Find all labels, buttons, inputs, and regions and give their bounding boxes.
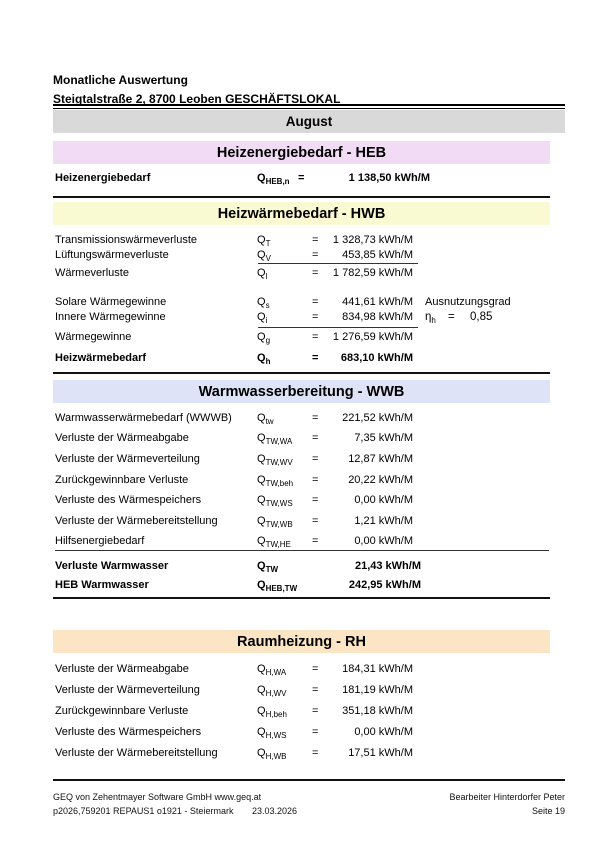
equals-sign: = bbox=[312, 352, 319, 364]
symbol-base: Q bbox=[257, 515, 266, 527]
symbol-base: Q bbox=[257, 535, 266, 547]
symbol-base: Q bbox=[257, 311, 266, 323]
row-label: Transmissionswärmeverluste bbox=[55, 234, 198, 246]
month-banner: August bbox=[53, 110, 565, 133]
quantity-symbol bbox=[257, 310, 267, 328]
row-value: 184,31 kWh/M bbox=[342, 663, 413, 675]
row-label: Verluste der Wärmebereitstellung bbox=[55, 515, 218, 527]
quantity-symbol bbox=[257, 559, 278, 577]
row-label: Verluste des Wärmespeichers bbox=[55, 726, 202, 738]
symbol-subscript: TW,WV bbox=[265, 458, 293, 467]
data-row bbox=[53, 452, 565, 467]
data-row bbox=[53, 559, 565, 574]
section-title-heb: Heizenergiebedarf - HEB bbox=[53, 141, 550, 164]
data-row bbox=[53, 704, 565, 719]
data-row bbox=[53, 578, 565, 593]
symbol-subscript: s bbox=[265, 301, 270, 310]
row-label: Heizwärmebedarf bbox=[55, 352, 147, 364]
symbol-base: Q bbox=[257, 352, 266, 364]
symbol-subscript: H,beh bbox=[265, 710, 287, 719]
row-label: Verluste der Wärmeverteilung bbox=[55, 453, 200, 465]
row-value: 1 276,59 kWh/M bbox=[332, 331, 413, 343]
row-value: 441,61 kWh/M bbox=[342, 296, 413, 308]
symbol-subscript: H,WA bbox=[265, 668, 287, 677]
row-label: Heizenergiebedarf bbox=[55, 172, 151, 184]
quantity-symbol bbox=[257, 351, 270, 369]
row-value: 20,22 kWh/M bbox=[348, 474, 413, 486]
data-row bbox=[53, 233, 565, 248]
equals-sign: = bbox=[312, 535, 319, 547]
symbol-base: Q bbox=[257, 474, 266, 486]
equals-sign: = bbox=[312, 249, 319, 261]
data-row bbox=[53, 295, 565, 310]
symbol-base: Q bbox=[257, 560, 266, 572]
separator-line bbox=[53, 196, 550, 198]
symbol-subscript: TW,WS bbox=[265, 499, 293, 508]
equals-sign: = bbox=[312, 234, 319, 246]
equals-sign: = bbox=[312, 726, 319, 738]
equals-sign: = bbox=[312, 453, 319, 465]
data-row bbox=[53, 534, 565, 549]
separator-line bbox=[53, 372, 550, 374]
data-row bbox=[53, 266, 565, 281]
footer-project: p2026,759201 REPAUS1 o1921 - Steiermark bbox=[53, 806, 234, 816]
row-label: Warmwasserwärmebedarf (WWWB) bbox=[55, 412, 232, 424]
equals-sign: = bbox=[312, 432, 319, 444]
page-title: Monatliche Auswertung bbox=[53, 73, 188, 87]
footer-page-number: Seite 19 bbox=[531, 806, 565, 816]
symbol-subscript: TW,WA bbox=[265, 437, 293, 446]
row-value: 12,87 kWh/M bbox=[348, 453, 413, 465]
row-value: 683,10 kWh/M bbox=[340, 352, 413, 364]
row-value: 0,00 kWh/M bbox=[354, 494, 413, 506]
row-label: Wärmegewinne bbox=[55, 331, 132, 343]
section-title-hwb: Heizwärmebedarf - HWB bbox=[53, 202, 550, 225]
row-label: Verluste Warmwasser bbox=[55, 560, 169, 572]
data-row bbox=[53, 746, 565, 761]
sum-line bbox=[258, 263, 418, 264]
symbol-base: Q bbox=[257, 663, 266, 675]
efficiency-value: 0,85 bbox=[470, 311, 493, 323]
row-label: Verluste der Wärmeabgabe bbox=[55, 663, 189, 675]
symbol-subscript: g bbox=[265, 336, 271, 345]
row-value: 834,98 kWh/M bbox=[342, 311, 413, 323]
symbol-subscript: h bbox=[265, 357, 271, 366]
row-value: 21,43 kWh/M bbox=[354, 560, 421, 572]
data-row bbox=[53, 725, 565, 740]
row-value: 221,52 kWh/M bbox=[342, 412, 413, 424]
symbol-subscript: H,WB bbox=[265, 752, 287, 761]
row-label: Verluste der Wärmeabgabe bbox=[55, 432, 189, 444]
symbol-base: Q bbox=[257, 432, 266, 444]
equals-sign: = bbox=[312, 705, 319, 717]
eta-symbol: $\eta_h$ bbox=[425, 311, 436, 325]
row-note: Ausnutzungsgrad bbox=[425, 296, 511, 308]
data-row bbox=[53, 330, 565, 345]
row-value: 1 138,50 kWh/M bbox=[348, 172, 430, 184]
section-title-rh: Raumheizung - RH bbox=[53, 630, 550, 653]
symbol-subscript: T bbox=[265, 239, 271, 248]
row-value: 351,18 kWh/M bbox=[342, 705, 413, 717]
data-row bbox=[53, 662, 565, 677]
row-value: 1 328,73 kWh/M bbox=[332, 234, 413, 246]
symbol-subscript: TW bbox=[265, 565, 278, 574]
symbol-base: Q bbox=[257, 249, 266, 261]
symbol-base: Q bbox=[257, 747, 266, 759]
row-label: Wärmeverluste bbox=[55, 267, 129, 279]
symbol-subscript: TW,beh bbox=[265, 479, 294, 488]
equals-sign: = bbox=[312, 663, 319, 675]
row-value: 0,00 kWh/M bbox=[354, 535, 413, 547]
row-label: Verluste der Wärmebereitstellung bbox=[55, 747, 218, 759]
equals-sign: = bbox=[312, 474, 319, 486]
equals-sign: = bbox=[312, 412, 319, 424]
quantity-symbol bbox=[257, 266, 267, 284]
equals-sign: = bbox=[448, 311, 455, 323]
equals-sign: = bbox=[298, 172, 305, 184]
data-row bbox=[53, 493, 565, 508]
symbol-base: Q bbox=[257, 453, 266, 465]
row-value: 7,35 kWh/M bbox=[354, 432, 413, 444]
symbol-subscript: i bbox=[265, 316, 268, 325]
equals-sign: = bbox=[312, 267, 319, 279]
footer-date: 23.03.2026 bbox=[252, 806, 298, 816]
data-row bbox=[53, 248, 565, 263]
data-row bbox=[53, 411, 565, 426]
symbol-subscript: H,WS bbox=[265, 731, 287, 740]
symbol-subscript: TW,WB bbox=[265, 520, 293, 529]
equals-sign: = bbox=[312, 296, 319, 308]
sum-line bbox=[55, 550, 549, 551]
equals-sign: = bbox=[312, 331, 319, 343]
symbol-subscript: l bbox=[265, 272, 268, 281]
symbol-subscript: V bbox=[265, 254, 271, 263]
address-subtitle: Steigtalstraße 2, 8700 Leoben GESCHÄFTSLOKAL bbox=[53, 92, 341, 106]
symbol-base: Q bbox=[257, 494, 266, 506]
efficiency-annotation bbox=[425, 310, 515, 324]
equals-sign: = bbox=[312, 747, 319, 759]
row-value: 1 782,59 kWh/M bbox=[332, 267, 413, 279]
row-value: 1,21 kWh/M bbox=[354, 515, 413, 527]
data-row bbox=[53, 431, 565, 446]
equals-sign: = bbox=[312, 311, 319, 323]
footer-rule bbox=[53, 779, 565, 781]
data-row bbox=[53, 514, 565, 529]
symbol-subscript: tw bbox=[265, 417, 274, 426]
row-label: Solare Wärmegewinne bbox=[55, 296, 167, 308]
eta-subscript: h bbox=[431, 316, 436, 325]
section-title-wwb: Warmwasserbereitung - WWB bbox=[53, 380, 550, 403]
data-row bbox=[53, 473, 565, 488]
symbol-subscript: HEB,n bbox=[265, 177, 290, 186]
header-rule bbox=[53, 104, 565, 109]
equals-sign: = bbox=[312, 684, 319, 696]
row-label: HEB Warmwasser bbox=[55, 579, 149, 591]
symbol-base: Q bbox=[257, 296, 266, 308]
data-row bbox=[53, 683, 565, 698]
symbol-subscript: HEB,TW bbox=[265, 584, 298, 593]
symbol-base: Q bbox=[257, 172, 266, 184]
symbol-base: Q bbox=[257, 579, 266, 591]
symbol-base: Q bbox=[257, 684, 266, 696]
quantity-symbol bbox=[257, 330, 270, 348]
symbol-base: Q bbox=[257, 726, 266, 738]
row-label: Verluste der Wärmeverteilung bbox=[55, 684, 200, 696]
symbol-base: Q bbox=[257, 331, 266, 343]
footer-company: GEQ von Zehentmayer Software GmbH www.geq.at bbox=[53, 792, 262, 802]
symbol-base: Q bbox=[257, 267, 266, 279]
row-value: 0,00 kWh/M bbox=[354, 726, 413, 738]
symbol-subscript: TW,HE bbox=[265, 540, 291, 549]
quantity-symbol bbox=[257, 411, 274, 429]
row-label: Hilfsenergiebedarf bbox=[55, 535, 145, 547]
symbol-base: Q bbox=[257, 412, 266, 424]
row-value: 453,85 kWh/M bbox=[342, 249, 413, 261]
data-row bbox=[53, 171, 565, 186]
row-label: Verluste des Wärmespeichers bbox=[55, 494, 202, 506]
equals-sign: = bbox=[312, 515, 319, 527]
footer-editor: Bearbeiter Hinterdorfer Peter bbox=[449, 792, 565, 802]
row-label: Lüftungswärmeverluste bbox=[55, 249, 169, 261]
row-value: 242,95 kWh/M bbox=[348, 579, 421, 591]
symbol-base: Q bbox=[257, 705, 266, 717]
symbol-base: Q bbox=[257, 234, 266, 246]
row-value: 17,51 kWh/M bbox=[348, 747, 413, 759]
row-label: Innere Wärmegewinne bbox=[55, 311, 166, 323]
row-value: 181,19 kWh/M bbox=[342, 684, 413, 696]
row-label: Zurückgewinnbare Verluste bbox=[55, 705, 189, 717]
symbol-subscript: H,WV bbox=[265, 689, 287, 698]
equals-sign: = bbox=[312, 494, 319, 506]
data-row bbox=[53, 351, 565, 366]
sum-line bbox=[258, 327, 418, 328]
separator-line bbox=[53, 597, 550, 599]
row-label: Zurückgewinnbare Verluste bbox=[55, 474, 189, 486]
